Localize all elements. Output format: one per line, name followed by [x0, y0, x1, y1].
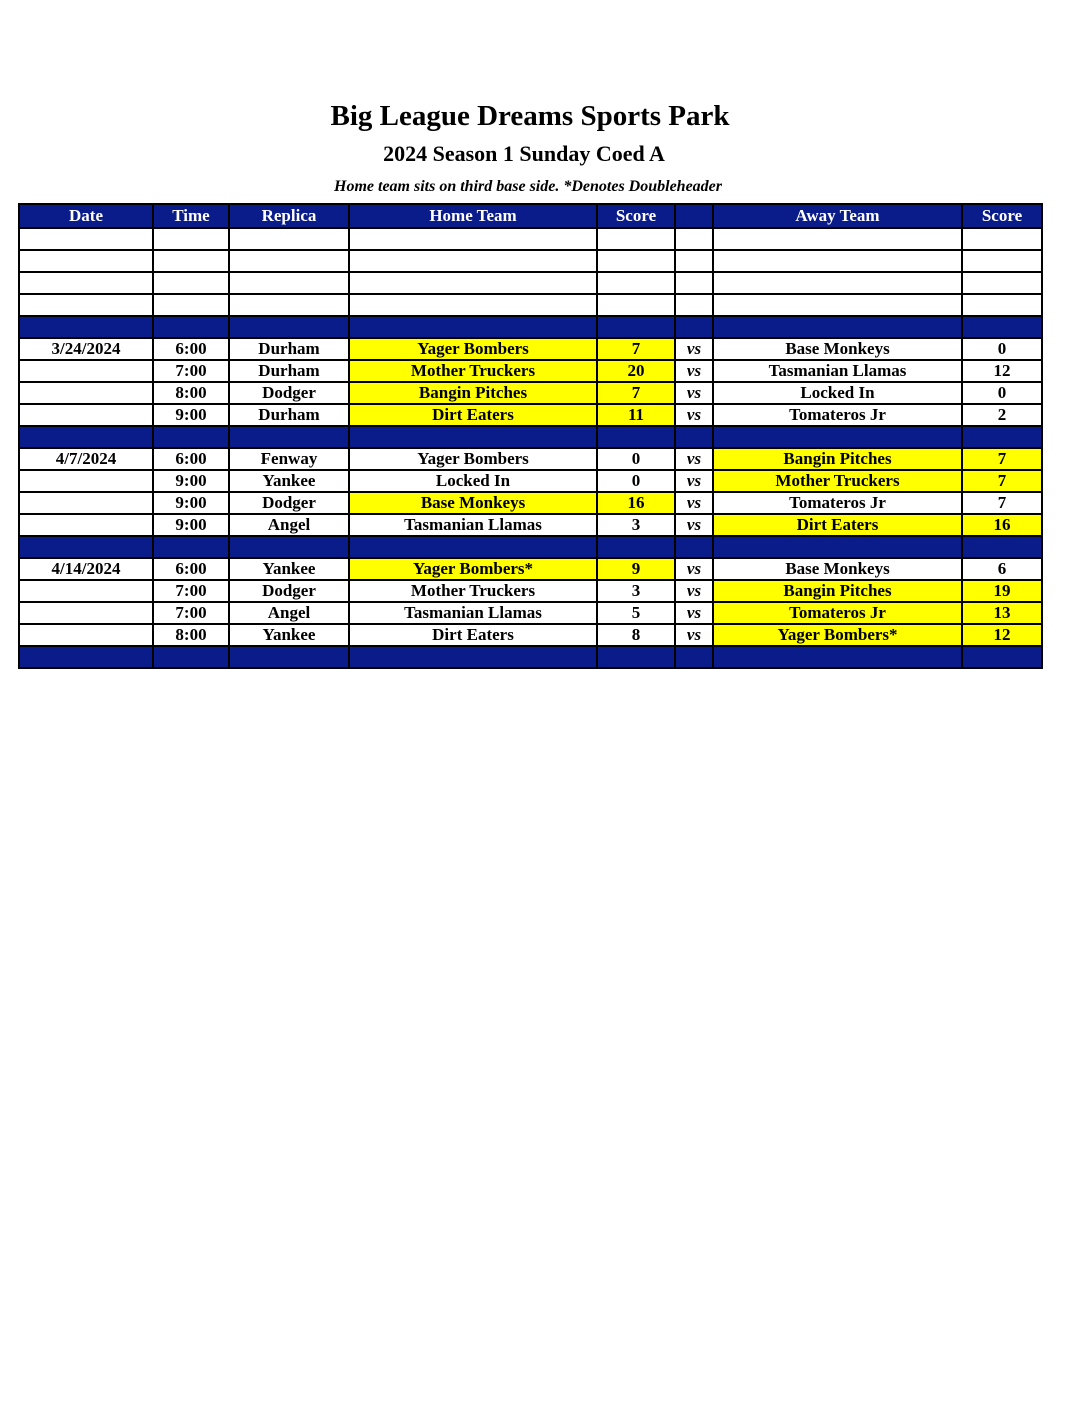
game-time: 8:00	[153, 624, 229, 646]
home-score: 8	[597, 624, 675, 646]
separator-cell	[19, 646, 153, 668]
game-field: Angel	[229, 514, 349, 536]
separator-cell	[962, 646, 1042, 668]
col-header-away-score: Score	[962, 204, 1042, 228]
away-score: 13	[962, 602, 1042, 624]
game-row	[19, 580, 1042, 602]
blank-cell	[229, 272, 349, 294]
blank-cell	[597, 250, 675, 272]
game-date	[19, 492, 153, 514]
game-field: Dodger	[229, 492, 349, 514]
away-team: Tomateros Jr	[713, 404, 962, 426]
blank-cell	[597, 294, 675, 316]
separator-cell	[597, 426, 675, 448]
game-field: Angel	[229, 602, 349, 624]
schedule-note: Home team sits on third base side. *Denotes Doubleheader	[334, 178, 722, 195]
separator-cell	[19, 536, 153, 558]
vs-label: vs	[675, 514, 713, 536]
home-team: Dirt Eaters	[349, 624, 597, 646]
game-row	[19, 404, 1042, 426]
game-row	[19, 360, 1042, 382]
separator-cell	[349, 426, 597, 448]
blank-cell	[19, 272, 153, 294]
separator-cell	[597, 316, 675, 338]
blank-cell	[962, 250, 1042, 272]
away-team: Bangin Pitches	[713, 448, 962, 470]
separator-cell	[229, 646, 349, 668]
away-score: 7	[962, 470, 1042, 492]
home-team: Tasmanian Llamas	[349, 514, 597, 536]
blank-cell	[229, 294, 349, 316]
away-team: Base Monkeys	[713, 558, 962, 580]
away-score: 16	[962, 514, 1042, 536]
game-time: 6:00	[153, 338, 229, 360]
home-score: 7	[597, 338, 675, 360]
blank-cell	[229, 250, 349, 272]
game-date	[19, 624, 153, 646]
home-score: 9	[597, 558, 675, 580]
game-row	[19, 382, 1042, 404]
away-score: 2	[962, 404, 1042, 426]
week-separator-row	[19, 536, 1042, 558]
game-row	[19, 448, 1042, 470]
away-score: 19	[962, 580, 1042, 602]
away-score: 7	[962, 448, 1042, 470]
game-time: 9:00	[153, 404, 229, 426]
separator-cell	[675, 316, 713, 338]
game-row	[19, 514, 1042, 536]
separator-cell	[349, 646, 597, 668]
home-team: Locked In	[349, 470, 597, 492]
blank-cell	[962, 272, 1042, 294]
game-date	[19, 580, 153, 602]
home-score: 0	[597, 470, 675, 492]
blank-row	[19, 250, 1042, 272]
game-date	[19, 404, 153, 426]
blank-cell	[713, 250, 962, 272]
game-field: Fenway	[229, 448, 349, 470]
blank-cell	[19, 250, 153, 272]
vs-label: vs	[675, 338, 713, 360]
separator-cell	[713, 426, 962, 448]
separator-cell	[153, 426, 229, 448]
blank-cell	[349, 228, 597, 250]
schedule-body	[19, 228, 1042, 668]
col-header-home-score: Score	[597, 204, 675, 228]
blank-cell	[713, 294, 962, 316]
game-row	[19, 624, 1042, 646]
vs-label: vs	[675, 360, 713, 382]
vs-label: vs	[675, 558, 713, 580]
blank-cell	[349, 294, 597, 316]
game-date	[19, 602, 153, 624]
game-date	[19, 470, 153, 492]
blank-cell	[713, 228, 962, 250]
blank-row	[19, 272, 1042, 294]
separator-cell	[229, 536, 349, 558]
game-time: 8:00	[153, 382, 229, 404]
game-field: Durham	[229, 404, 349, 426]
away-team: Locked In	[713, 382, 962, 404]
blank-cell	[19, 294, 153, 316]
game-field: Yankee	[229, 558, 349, 580]
vs-label: vs	[675, 624, 713, 646]
game-row	[19, 338, 1042, 360]
game-time: 7:00	[153, 602, 229, 624]
vs-label: vs	[675, 492, 713, 514]
home-team: Dirt Eaters	[349, 404, 597, 426]
away-team: Tomateros Jr	[713, 602, 962, 624]
home-score: 20	[597, 360, 675, 382]
away-team: Mother Truckers	[713, 470, 962, 492]
away-score: 0	[962, 338, 1042, 360]
game-field: Dodger	[229, 382, 349, 404]
game-time: 9:00	[153, 514, 229, 536]
col-header-home-team: Home Team	[349, 204, 597, 228]
game-date: 4/7/2024	[19, 448, 153, 470]
blank-cell	[962, 294, 1042, 316]
game-field: Yankee	[229, 470, 349, 492]
game-time: 7:00	[153, 360, 229, 382]
separator-cell	[229, 316, 349, 338]
home-score: 5	[597, 602, 675, 624]
week-separator-row	[19, 316, 1042, 338]
away-score: 0	[962, 382, 1042, 404]
separator-cell	[713, 536, 962, 558]
blank-cell	[153, 294, 229, 316]
blank-cell	[597, 228, 675, 250]
blank-cell	[153, 250, 229, 272]
page-subtitle: 2024 Season 1 Sunday Coed A	[383, 141, 665, 166]
blank-cell	[153, 228, 229, 250]
game-row	[19, 602, 1042, 624]
game-field: Yankee	[229, 624, 349, 646]
game-row	[19, 492, 1042, 514]
week-separator-row	[19, 426, 1042, 448]
away-team: Dirt Eaters	[713, 514, 962, 536]
col-header-away-team: Away Team	[713, 204, 962, 228]
separator-cell	[153, 316, 229, 338]
blank-cell	[349, 272, 597, 294]
game-date	[19, 514, 153, 536]
separator-cell	[153, 536, 229, 558]
separator-cell	[675, 646, 713, 668]
home-score: 3	[597, 580, 675, 602]
col-header-date: Date	[19, 204, 153, 228]
blank-cell	[675, 294, 713, 316]
separator-cell	[713, 646, 962, 668]
away-team: Base Monkeys	[713, 338, 962, 360]
away-score: 7	[962, 492, 1042, 514]
vs-label: vs	[675, 404, 713, 426]
vs-label: vs	[675, 580, 713, 602]
vs-label: vs	[675, 602, 713, 624]
game-row	[19, 470, 1042, 492]
game-time: 9:00	[153, 470, 229, 492]
game-row	[19, 558, 1042, 580]
separator-cell	[19, 316, 153, 338]
blank-cell	[962, 228, 1042, 250]
home-score: 11	[597, 404, 675, 426]
schedule-table	[18, 203, 1043, 669]
blank-cell	[675, 228, 713, 250]
separator-cell	[597, 646, 675, 668]
game-field: Durham	[229, 360, 349, 382]
away-team: Tasmanian Llamas	[713, 360, 962, 382]
home-team: Mother Truckers	[349, 360, 597, 382]
blank-cell	[675, 250, 713, 272]
blank-cell	[229, 228, 349, 250]
away-team: Tomateros Jr	[713, 492, 962, 514]
home-score: 7	[597, 382, 675, 404]
separator-cell	[962, 316, 1042, 338]
away-team: Bangin Pitches	[713, 580, 962, 602]
separator-cell	[675, 536, 713, 558]
game-date: 4/14/2024	[19, 558, 153, 580]
blank-cell	[713, 272, 962, 294]
home-score: 16	[597, 492, 675, 514]
blank-row	[19, 228, 1042, 250]
blank-row	[19, 294, 1042, 316]
home-team: Yager Bombers*	[349, 558, 597, 580]
blank-cell	[675, 272, 713, 294]
vs-label: vs	[675, 382, 713, 404]
separator-cell	[675, 426, 713, 448]
separator-cell	[962, 536, 1042, 558]
away-score: 12	[962, 624, 1042, 646]
separator-cell	[349, 316, 597, 338]
game-field: Dodger	[229, 580, 349, 602]
week-separator-row	[19, 646, 1042, 668]
away-score: 6	[962, 558, 1042, 580]
away-team: Yager Bombers*	[713, 624, 962, 646]
separator-cell	[349, 536, 597, 558]
separator-cell	[153, 646, 229, 668]
game-time: 9:00	[153, 492, 229, 514]
separator-cell	[962, 426, 1042, 448]
game-date: 3/24/2024	[19, 338, 153, 360]
home-score: 3	[597, 514, 675, 536]
game-time: 7:00	[153, 580, 229, 602]
vs-label: vs	[675, 470, 713, 492]
home-score: 0	[597, 448, 675, 470]
separator-cell	[713, 316, 962, 338]
blank-cell	[19, 228, 153, 250]
separator-cell	[19, 426, 153, 448]
home-team: Tasmanian Llamas	[349, 602, 597, 624]
vs-label: vs	[675, 448, 713, 470]
header-row	[19, 204, 1042, 228]
home-team: Base Monkeys	[349, 492, 597, 514]
away-score: 12	[962, 360, 1042, 382]
separator-cell	[229, 426, 349, 448]
home-team: Bangin Pitches	[349, 382, 597, 404]
game-time: 6:00	[153, 448, 229, 470]
game-date	[19, 360, 153, 382]
home-team: Yager Bombers	[349, 448, 597, 470]
home-team: Yager Bombers	[349, 338, 597, 360]
col-header-replica: Replica	[229, 204, 349, 228]
page-title: Big League Dreams Sports Park	[330, 100, 730, 132]
blank-cell	[597, 272, 675, 294]
blank-cell	[349, 250, 597, 272]
home-team: Mother Truckers	[349, 580, 597, 602]
col-header-vs	[675, 204, 713, 228]
game-time: 6:00	[153, 558, 229, 580]
blank-cell	[153, 272, 229, 294]
separator-cell	[597, 536, 675, 558]
game-date	[19, 382, 153, 404]
col-header-time: Time	[153, 204, 229, 228]
game-field: Durham	[229, 338, 349, 360]
